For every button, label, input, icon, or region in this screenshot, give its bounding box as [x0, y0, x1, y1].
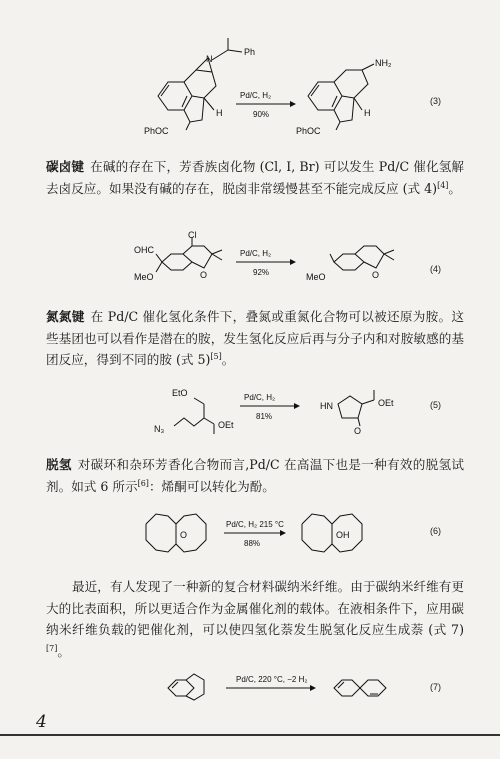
condition-top-3: Pd/C, H₂ — [240, 91, 272, 100]
product-hn-label: HN — [320, 401, 333, 411]
condition-top-5: Pd/C, H₂ — [244, 393, 276, 402]
equation-number-5: (5) — [430, 400, 441, 410]
reactant-n3-label: N₃ — [154, 424, 165, 434]
reactant-eto-label: EtO — [172, 388, 188, 398]
paragraph-head: 碳卤键 — [46, 159, 85, 174]
reference-mark: [7] — [46, 643, 58, 653]
reactant-structure — [158, 38, 242, 130]
reaction-scheme-6 — [140, 506, 440, 562]
paragraph-nitrogen-nitrogen — [46, 306, 464, 371]
reactant-structure — [156, 238, 222, 272]
product-structure — [338, 390, 374, 426]
reactant-oet-label: OEt — [218, 420, 234, 430]
paragraph-text: 在碱的存在下，芳香族卤化物 (Cl, I, Br) 可以发生 Pd/C 催化氢解去卤反应。如果没有碱的存在，脱卤非常缓慢甚至不能完成反应 (式 4) — [46, 159, 464, 196]
product-oh-label: OH — [336, 530, 350, 540]
product-oet-label: OEt — [378, 398, 394, 408]
paragraph-tail: 。 — [448, 180, 462, 196]
reactant-ph-label: Ph — [244, 47, 256, 57]
reference-mark: [5] — [210, 351, 222, 361]
condition-bottom-5: 81% — [256, 412, 273, 421]
product-structure — [330, 246, 394, 270]
product-o-label: O — [354, 426, 362, 436]
product-structure — [334, 680, 386, 696]
equation-number-6: (6) — [430, 526, 441, 536]
paragraph-text: 在 Pd/C 催化氢化条件下，叠氮或重氮化合物可以被还原为胺。这些基团也可以看作是潜在的胺，发生氢化反应后再与分子内和对胺敏感的基团反应，得到不同的胺 (式 5) — [46, 309, 465, 367]
paragraph-head: 氮氮键 — [46, 309, 85, 324]
equation-number-7: (7) — [430, 682, 441, 692]
reactant-structure — [168, 674, 204, 700]
reactant-cl-label: Cl — [188, 230, 197, 240]
paragraph-head: 脱氢 — [46, 457, 72, 472]
equation-number-3: (3) — [430, 96, 441, 106]
reaction-scheme-7 — [160, 668, 420, 708]
reference-mark: [4] — [437, 180, 449, 190]
paragraph-text: 对碳环和杂环芳香化合物而言,Pd/C 在高温下也是一种有效的脱氢试剂。如式 6 所示 — [46, 457, 465, 494]
reactant-meo-label: MeO — [134, 272, 154, 282]
reactant-o-label: O — [200, 270, 208, 280]
paragraph-text: 最近，有人发现了一种新的复合材料碳纳米纤维。由于碳纳米纤维有更大的比表面积，所以更适合作为金属催化剂的载体。在液相条件下，应用碳纳米纤维负载的钯催化剂，可以使四氢化萘发生脱氢化反应生成萘 (式 7) — [46, 579, 464, 637]
paragraph-carbon-nanofiber — [46, 576, 464, 662]
condition-bottom-4: 92% — [253, 268, 270, 277]
product-phoc-label: PhOC — [296, 126, 321, 136]
product-o-label: O — [372, 270, 380, 280]
condition-top-7: Pd/C, 220 °C, −2 H₂ — [236, 675, 308, 684]
reactant-structure — [146, 514, 206, 552]
paragraph-dehydrogenation — [46, 454, 464, 497]
product-nh2-label: NH₂ — [375, 58, 392, 68]
product-structure — [308, 64, 374, 130]
paragraph-tail: 。 — [57, 643, 70, 659]
reactant-phoc-label: PhOC — [144, 126, 169, 136]
reactant-ohc-label: OHC — [134, 245, 154, 255]
condition-top-4: Pd/C, H₂ — [240, 249, 272, 258]
condition-bottom-3: 90% — [253, 110, 270, 119]
product-structure — [302, 514, 362, 552]
reaction-scheme-3 — [140, 26, 500, 144]
condition-bottom-6: 88% — [244, 539, 261, 548]
page-number: 4 — [36, 712, 47, 732]
paragraph-tail: ：烯酮可以转化为酚。 — [148, 478, 275, 494]
reactant-o-label: O — [180, 530, 188, 540]
reaction-scheme-4 — [134, 230, 440, 294]
condition-top-6: Pd/C, H₂ 215 °C — [226, 520, 284, 529]
reaction-scheme-5 — [140, 376, 440, 440]
paragraph-carbon-halogen — [46, 156, 464, 199]
reactant-h-label: H — [216, 108, 223, 118]
product-h-label: H — [364, 108, 371, 118]
reactant-n-label: N — [206, 54, 213, 64]
product-meo-label: MeO — [306, 272, 326, 282]
bottom-rule — [0, 734, 500, 736]
paragraph-tail: 。 — [221, 352, 235, 367]
equation-number-4: (4) — [430, 264, 441, 274]
reference-mark: [6] — [137, 478, 149, 488]
reactant-structure — [174, 398, 214, 434]
